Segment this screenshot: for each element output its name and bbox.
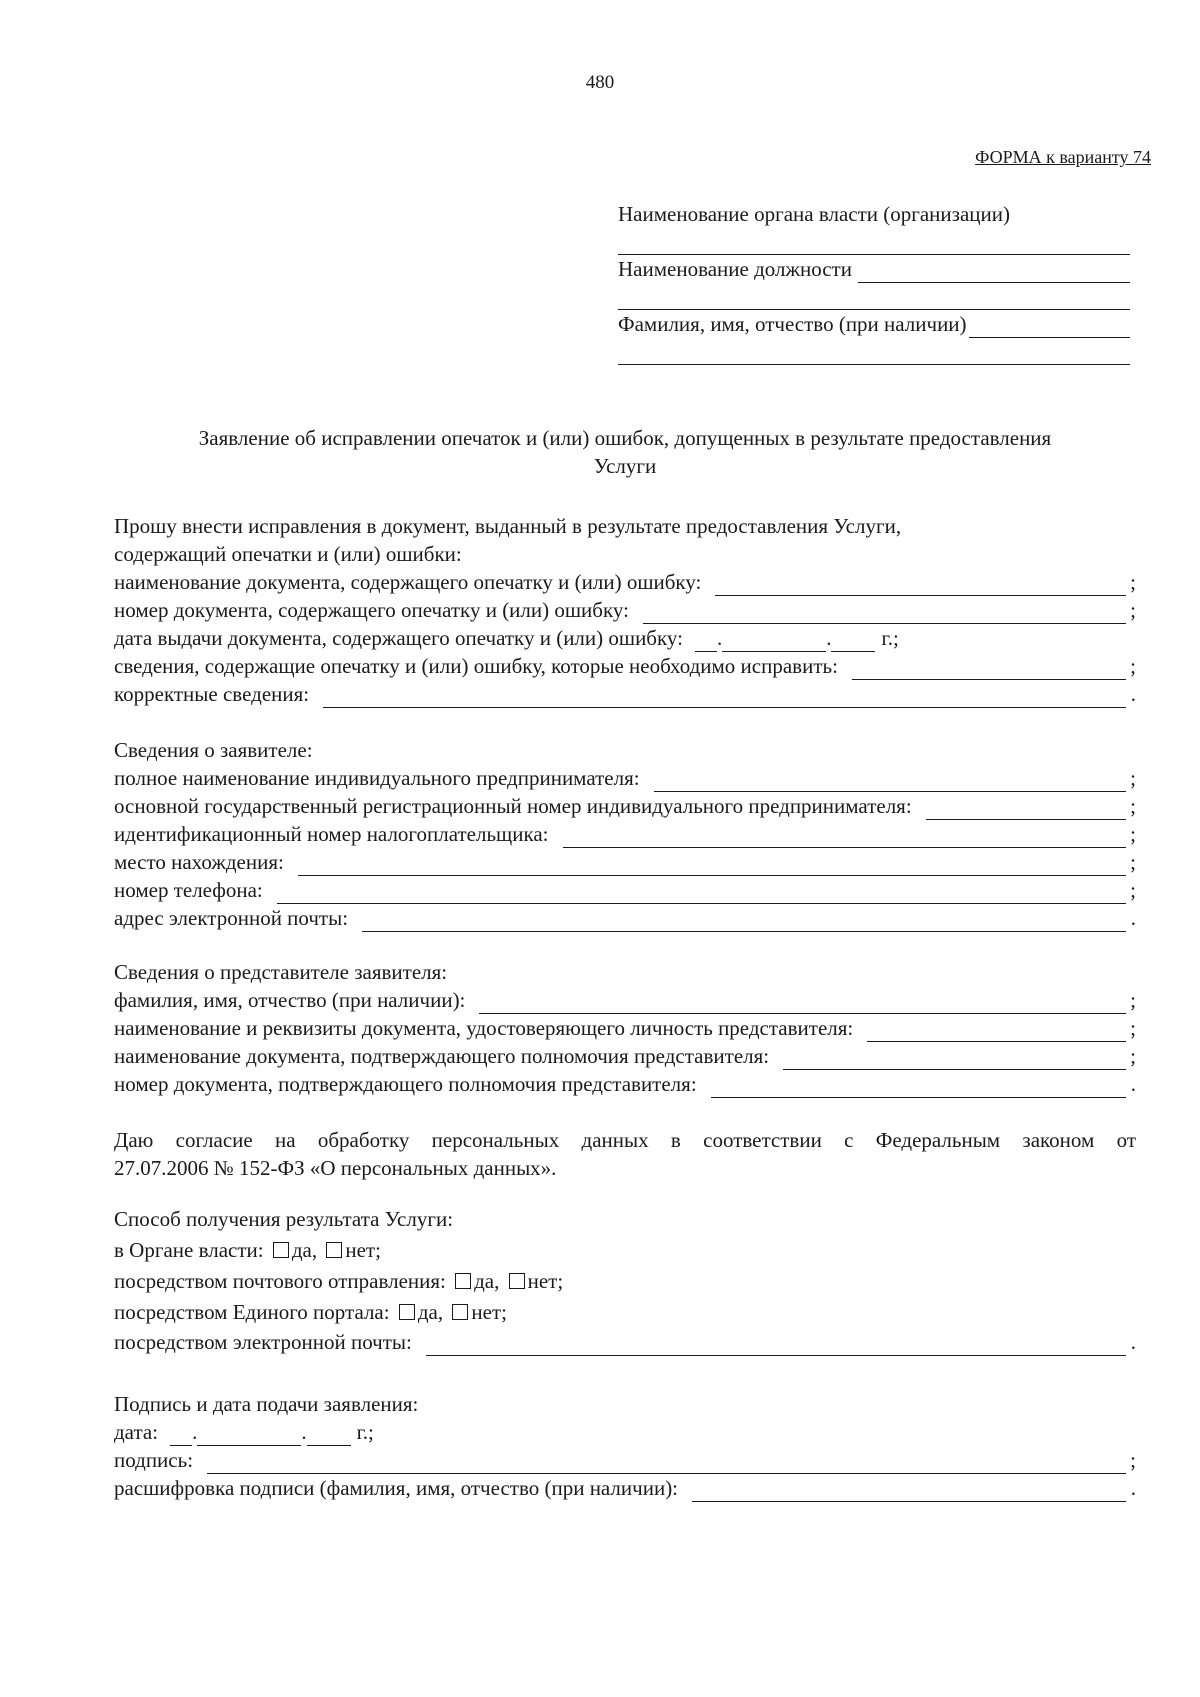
signature-date-dot-1: .: [192, 1420, 198, 1444]
form-reference: ФОРМА к варианту 74: [975, 147, 1151, 167]
title-line-1: Заявление об исправлении опечаток и (или) ошибок, допущенных в результате предоставления: [198, 426, 1052, 450]
receipt-email-end: .: [1130, 1330, 1136, 1354]
receipt-portal-label: посредством Единого портала:: [114, 1300, 390, 1324]
receipt-portal-row: [114, 1297, 1136, 1328]
doc-number-label: номер документа, содержащего опечатку и (или) ошибку:: [114, 598, 629, 622]
wrong-info-end: ;: [1130, 654, 1136, 678]
consent-line-2: 27.07.2006 № 152-ФЗ «О персональных данных».: [114, 1156, 557, 1180]
doc-number-end: ;: [1130, 598, 1136, 622]
inn-row: [114, 820, 1136, 848]
receipt-section: [114, 1204, 1136, 1356]
org-line: [618, 200, 1130, 228]
rep-fio-field[interactable]: [479, 991, 1126, 1014]
signature-decode-row: [114, 1474, 1136, 1502]
email-label: адрес электронной почты:: [114, 906, 349, 930]
correct-info-row: [114, 680, 1136, 708]
applicant-name-label: полное наименование индивидуального предпринимателя:: [114, 766, 640, 790]
receipt-mail-no-label: нет;: [527, 1269, 564, 1293]
correct-info-field[interactable]: [323, 685, 1126, 708]
location-end: ;: [1130, 850, 1136, 874]
signature-label: подпись:: [114, 1448, 194, 1472]
ogrnip-row: [114, 792, 1136, 820]
rep-id-doc-field[interactable]: [867, 1019, 1126, 1042]
doc-date-dot-1: .: [716, 626, 723, 650]
location-row: [114, 848, 1136, 876]
signature-date-row: [114, 1418, 1136, 1446]
rep-authority-number-field[interactable]: [711, 1075, 1126, 1098]
request-intro-2: содержащий опечатки и (или) ошибки:: [114, 542, 462, 566]
fio-label: Фамилия, имя, отчество (при наличии): [618, 312, 967, 336]
receipt-portal-yes-label: да,: [417, 1300, 444, 1324]
receipt-authority-row: [114, 1235, 1136, 1266]
receipt-heading: Способ получения результата Услуги:: [114, 1207, 454, 1231]
doc-name-end: ;: [1130, 570, 1136, 594]
fio-line: [618, 310, 1130, 338]
wrong-info-label: сведения, содержащие опечатку и (или) ошибку, которые необходимо исправить:: [114, 654, 838, 678]
receipt-authority-no-label: нет;: [345, 1238, 381, 1262]
correct-info-label: корректные сведения:: [114, 682, 310, 706]
rep-authority-number-end: .: [1130, 1072, 1136, 1096]
doc-date-suffix: г.;: [881, 626, 899, 650]
receipt-mail-yes-label: да,: [474, 1269, 500, 1293]
doc-date-month[interactable]: [722, 629, 826, 652]
receipt-portal-yes-checkbox[interactable]: [399, 1304, 415, 1320]
ogrnip-end: ;: [1130, 794, 1136, 818]
wrong-info-row: [114, 652, 1136, 680]
doc-date-row: [114, 624, 1136, 652]
inn-label: идентификационный номер налогоплательщика:: [114, 822, 549, 846]
rep-id-doc-row: [114, 1014, 1136, 1042]
location-field[interactable]: [298, 853, 1126, 876]
document-title: [120, 424, 1130, 480]
applicant-name-end: ;: [1130, 766, 1136, 790]
receipt-mail-label: посредством почтового отправления:: [114, 1269, 446, 1293]
rep-id-doc-label: наименование и реквизиты документа, удостоверяющего личность представителя:: [114, 1016, 854, 1040]
signature-date-dot-2: .: [301, 1420, 307, 1444]
email-row: [114, 904, 1136, 932]
signature-heading: Подпись и дата подачи заявления:: [114, 1392, 419, 1416]
email-field[interactable]: [362, 909, 1126, 932]
phone-row: [114, 876, 1136, 904]
inn-field[interactable]: [563, 825, 1126, 848]
receipt-email-row: [114, 1328, 1136, 1356]
applicant-heading: Сведения о заявителе:: [114, 738, 313, 762]
wrong-info-field[interactable]: [852, 657, 1126, 680]
receipt-mail-yes-checkbox[interactable]: [455, 1273, 471, 1289]
representative-section: [114, 958, 1136, 1098]
receipt-email-field[interactable]: [426, 1333, 1126, 1356]
org-field[interactable]: [618, 228, 1130, 255]
rep-id-doc-end: ;: [1130, 1016, 1136, 1040]
signature-decode-field[interactable]: [692, 1479, 1126, 1502]
doc-name-row: [114, 568, 1136, 596]
phone-label: номер телефона:: [114, 878, 263, 902]
ogrnip-label: основной государственный регистрационный номер индивидуального предпринимателя:: [114, 794, 912, 818]
consent-paragraph: [114, 1126, 1136, 1182]
request-section: [114, 512, 1136, 708]
position-field[interactable]: [858, 258, 1130, 283]
email-end: .: [1130, 906, 1136, 930]
signature-date-month[interactable]: [197, 1423, 301, 1446]
receipt-authority-no-checkbox[interactable]: [326, 1242, 342, 1258]
title-line-2: Услуги: [593, 454, 657, 478]
receipt-authority-yes-checkbox[interactable]: [273, 1242, 289, 1258]
rep-authority-number-label: номер документа, подтверждающего полномочия представителя:: [114, 1072, 697, 1096]
rep-authority-name-label: наименование документа, подтверждающего полномочия представителя:: [114, 1044, 770, 1068]
doc-name-field[interactable]: [715, 573, 1126, 596]
signature-end: ;: [1130, 1448, 1136, 1472]
signature-date-suffix: г.;: [356, 1420, 374, 1444]
rep-authority-number-row: [114, 1070, 1136, 1098]
receipt-authority-yes-label: да,: [291, 1238, 318, 1262]
doc-date-day[interactable]: [695, 629, 717, 652]
receipt-authority-label: в Органе власти:: [114, 1238, 264, 1262]
fio-field-extra[interactable]: [618, 338, 1130, 365]
applicant-section: [114, 736, 1136, 932]
representative-heading: Сведения о представителе заявителя:: [114, 960, 448, 984]
phone-field[interactable]: [277, 881, 1126, 904]
signature-field[interactable]: [207, 1451, 1126, 1474]
rep-authority-name-end: ;: [1130, 1044, 1136, 1068]
receipt-mail-no-checkbox[interactable]: [509, 1273, 525, 1289]
signature-date-year[interactable]: [307, 1423, 351, 1446]
doc-name-label: наименование документа, содержащего опечатку и (или) ошибку:: [114, 570, 702, 594]
applicant-name-field[interactable]: [654, 769, 1126, 792]
correct-info-end: .: [1130, 682, 1136, 706]
inn-end: ;: [1130, 822, 1136, 846]
position-field-extra[interactable]: [618, 283, 1130, 310]
request-intro-1: Прошу внести исправления в документ, выданный в результате предоставления Услуги,: [114, 514, 902, 538]
position-line: [618, 255, 1130, 283]
position-label: Наименование должности: [618, 257, 852, 281]
receipt-email-label: посредством электронной почты:: [114, 1330, 412, 1354]
org-label: Наименование органа власти (организации): [618, 202, 1010, 226]
signature-decode-end: .: [1130, 1476, 1136, 1500]
rep-fio-label: фамилия, имя, отчество (при наличии):: [114, 988, 466, 1012]
signature-date-label: дата:: [114, 1420, 159, 1444]
receipt-mail-row: [114, 1266, 1136, 1297]
signature-decode-label: расшифровка подписи (фамилия, имя, отчество (при наличии):: [114, 1476, 679, 1500]
doc-date-dot-2: .: [826, 626, 832, 650]
applicant-name-row: [114, 764, 1136, 792]
doc-number-field[interactable]: [643, 601, 1126, 624]
rep-fio-end: ;: [1130, 988, 1136, 1012]
doc-number-row: [114, 596, 1136, 624]
rep-authority-name-field[interactable]: [783, 1047, 1126, 1070]
doc-date-year[interactable]: [831, 629, 875, 652]
fio-field[interactable]: [969, 313, 1130, 338]
receipt-portal-no-label: нет;: [471, 1300, 507, 1324]
consent-line-1: Даю согласие на обработку персональных данных в соответствии с Федеральным законом от: [114, 1128, 1136, 1152]
signature-date-day[interactable]: [170, 1423, 192, 1446]
ogrnip-field[interactable]: [926, 797, 1126, 820]
receipt-portal-no-checkbox[interactable]: [452, 1304, 468, 1320]
rep-authority-name-row: [114, 1042, 1136, 1070]
signature-row: [114, 1446, 1136, 1474]
signature-section: [114, 1390, 1136, 1502]
phone-end: ;: [1130, 878, 1136, 902]
page-number: 480: [585, 72, 615, 93]
location-label: место нахождения:: [114, 850, 284, 874]
rep-fio-row: [114, 986, 1136, 1014]
addressee-block: [618, 200, 1130, 365]
doc-date-label: дата выдачи документа, содержащего опечатку и (или) ошибку:: [114, 626, 683, 650]
